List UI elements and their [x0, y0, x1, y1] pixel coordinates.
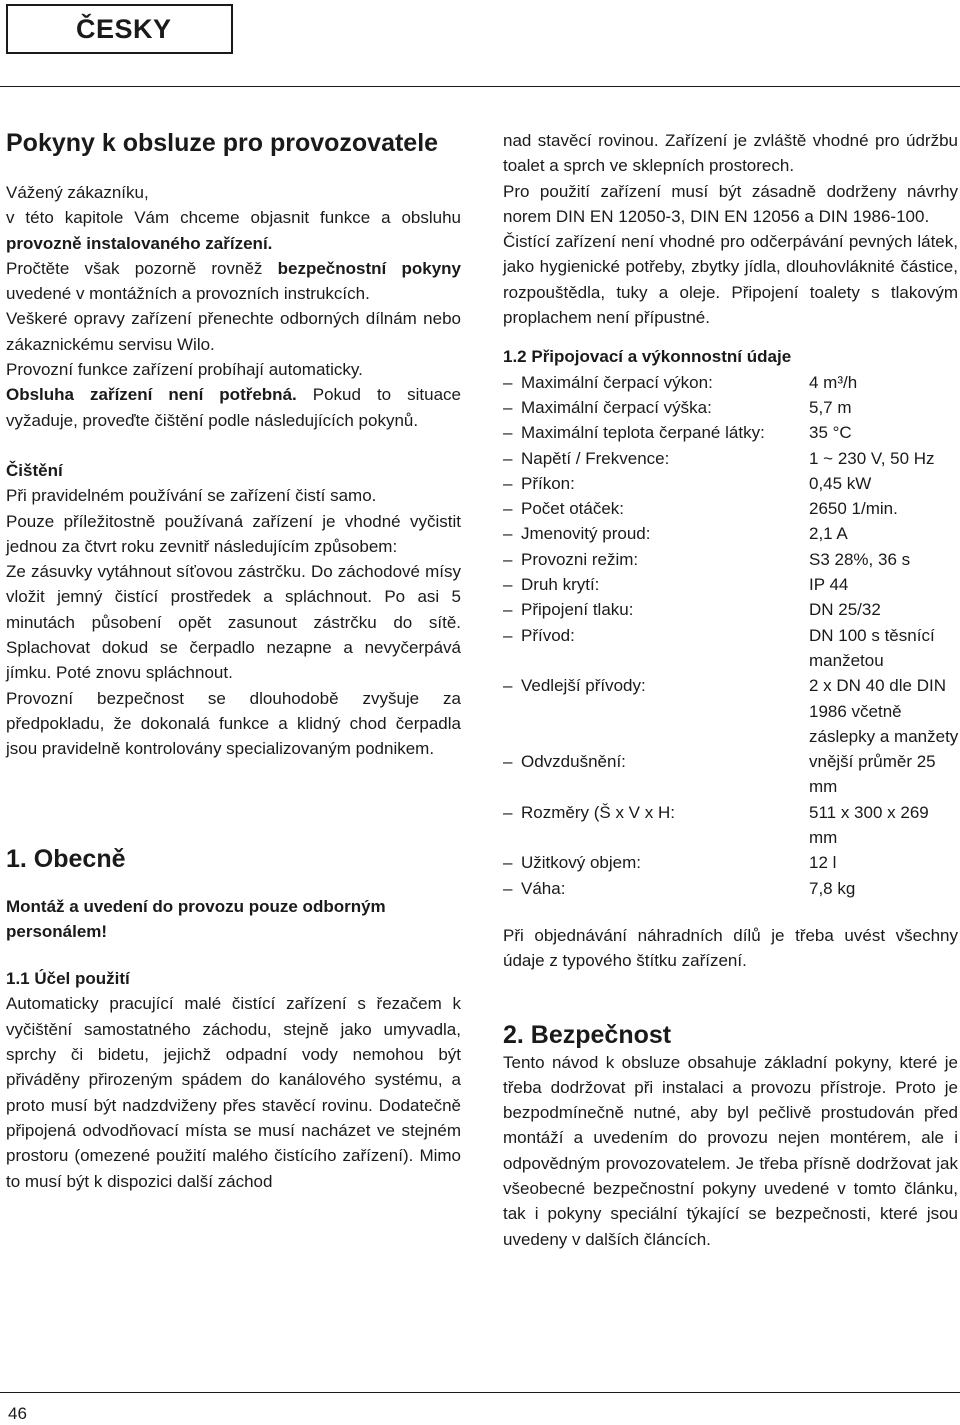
spec-value: 35 °C — [809, 423, 852, 443]
spec-value: 2650 1/min. — [809, 499, 898, 519]
safety-bold: bezpečnostní pokyny — [277, 258, 461, 278]
section-2-heading: 2. Bezpečnost — [503, 1020, 672, 1049]
operation-text: Pokud to situace vyžaduje, proveďte čištění podle následujících pokynů. — [6, 385, 461, 430]
unsuitable-paragraph: Čistící zařízení není vhodné pro odčerpávání pevných látek, jako hygienické potřeby, zbytky jídla, dlouhovláknité částice, rozpouštědla, tuky a oleje. Připojení toalety s tlakovým proplachem není přípustné. — [503, 232, 958, 328]
spec-label: – Maximální teplota čerpané látky: — [503, 420, 809, 445]
intro-paragraph — [6, 205, 461, 256]
spec-value: DN 25/32 — [809, 600, 881, 620]
spec-label: – Napětí / Frekvence: — [503, 446, 809, 471]
header-rule — [0, 86, 960, 87]
section-1-heading: 1. Obecně — [6, 844, 126, 873]
footer-rule — [0, 1392, 960, 1393]
spec-label: – Příkon: — [503, 471, 809, 496]
spec-value: 7,8 kg — [809, 878, 856, 898]
cleaning-p2: Pouze příležitostně používaná zařízení je vhodné vyčistit jednou za čtvrt roku zevnitř následujícím způsobem: — [6, 511, 461, 556]
cleaning-p1: Při pravidelném používání se zařízení čistí samo. — [6, 486, 377, 506]
right-column — [503, 128, 958, 1252]
automatic-paragraph: Provozní funkce zařízení probíhají automaticky. — [6, 360, 363, 380]
spec-label: – Přívod: — [503, 623, 809, 674]
spec-value: 4 m³/h — [809, 372, 858, 392]
spec-label: – Druh krytí: — [503, 572, 809, 597]
standards-paragraph: Pro použití zařízení musí být zásadně dodrženy návrhy norem DIN EN 12050-3, DIN EN 12056 a DIN 1986-100. — [503, 181, 958, 226]
spec-label: – Odvzdušnění: — [503, 749, 809, 800]
spec-label: – Jmenovitý proud: — [503, 521, 809, 546]
order-note: Při objednávání náhradních dílů je třeba uvést všechny údaje z typového štítku zařízení. — [503, 925, 958, 971]
repairs-paragraph: Veškeré opravy zařízení přenechte odborných dílnám nebo zákaznickému servisu Wilo. — [6, 309, 461, 354]
spec-label: – Provozni režim: — [503, 547, 809, 572]
section-1-2-heading: 1.2 Připojovací a výkonnostní údaje — [503, 347, 792, 367]
spec-label: – Užitkový objem: — [503, 850, 809, 875]
page-title: Pokyny k obsluze pro provozovatele — [6, 129, 439, 157]
spec-value: IP 44 — [809, 575, 849, 595]
spec-value: 0,45 kW — [809, 473, 872, 493]
spec-table — [503, 370, 958, 901]
section-2-text: Tento návod k obsluze obsahuje základní pokyny, které je třeba dodržovat při instalaci a provozu přístroje. Proto je bezpodmínečně nutné, aby byl pečlivě prostudován před montáží a uvedením do provozu nejen montérem, ale i odpovědným provozovatelem. Je třeba přísně dodržovat jak všeobecné bezpečnostní pokyny uvedené v tomto článku, tak i pokyny speciální týkající se bezpečnosti, které jsou uvedeny v dalších článcích. — [503, 1052, 958, 1249]
spec-value: 1 ~ 230 V, 50 Hz — [809, 448, 935, 468]
language-label: ČESKY — [76, 14, 172, 44]
cleaning-heading: Čištění — [6, 460, 63, 480]
cleaning-p3: Ze zásuvky vytáhnout síťovou zástrčku. Do záchodové mísy vložit jemný čistící prostředek a spláchnout. Po asi 5 minutách působení opět zasunout zástrčku do sítě. Splachovat dokud se čerpadlo nezapne a nevyčerpává jímku. Poté znovu spláchnout. — [6, 562, 461, 683]
safety-text-a: Pročtěte však pozorně rovněž — [6, 258, 278, 278]
cleaning-p4: Provozní bezpečnost se dlouhodobě zvyšuje za předpokladu, že dokonalá funkce a klidný chod čerpadla jsou pravidelně kontrolovány specializovaným podnikem. — [6, 688, 461, 759]
spec-label: – Připojení tlaku: — [503, 597, 809, 622]
spec-value: vnější průměr 25 mm — [809, 752, 936, 797]
section-1-1-heading: 1.1 Účel použití — [6, 969, 130, 989]
intro-bold: provozně instalovaného zařízení. — [6, 233, 273, 253]
operation-paragraph — [6, 382, 461, 433]
spec-value: 12 l — [809, 853, 837, 873]
spec-label: – Maximální čerpací výkon: — [503, 370, 809, 395]
usage-continued: nad stavěcí rovinou. Zařízení je zvláště vhodné pro údržbu toalet a sprch ve sklepních prostorech. — [503, 131, 958, 176]
operation-bold: Obsluha zařízení není potřebná. — [6, 385, 297, 405]
spec-value: 2 x DN 40 dle DIN 1986 včetně záslepky a manžety — [809, 676, 959, 746]
spec-label: – Počet otáček: — [503, 496, 809, 521]
left-column — [6, 128, 461, 1194]
intro-text: v této kapitole Vám chceme objasnit funkce a obsluhu — [6, 208, 461, 228]
spec-value: 2,1 A — [809, 524, 848, 544]
section-1-note: Montáž a uvedení do provozu pouze odborným personálem! — [6, 896, 386, 941]
spec-value: 5,7 m — [809, 397, 852, 417]
spec-label: – Váha: — [503, 876, 809, 901]
page-number: 46 — [8, 1404, 27, 1423]
spec-label: – Rozměry (Š x V x H: — [503, 800, 809, 851]
safety-text-c: uvedené v montážních a provozních instrukcích. — [6, 284, 370, 304]
language-tab — [6, 4, 233, 54]
section-1-1-text: Automaticky pracující malé čistící zařízení s řezačem k vyčištění samostatného záchodu, stejně jako umyvadla, sprchy či bidetu, jejichž odpadní vody nemohou být přiváděny přirozeným spádem do kanálového systému, a proto musí být nadzdviženy přes stavěcí rovinu. Dodatečně připojená odvodňovací místa se musí nacházet ve stejném prostoru (omezené použití malého čistícího zařízení). Mimo to musí být k dispozici další záchod — [6, 994, 461, 1191]
spec-label: – Vedlejší přívody: — [503, 673, 809, 749]
spec-value: DN 100 s těsnící manžetou — [809, 625, 935, 670]
spec-value: S3 28%, 36 s — [809, 549, 911, 569]
safety-paragraph — [6, 256, 461, 307]
greeting: Vážený zákazníku, — [6, 183, 149, 202]
spec-label: – Maximální čerpací výška: — [503, 395, 809, 420]
spec-value: 511 x 300 x 269 mm — [809, 802, 929, 848]
